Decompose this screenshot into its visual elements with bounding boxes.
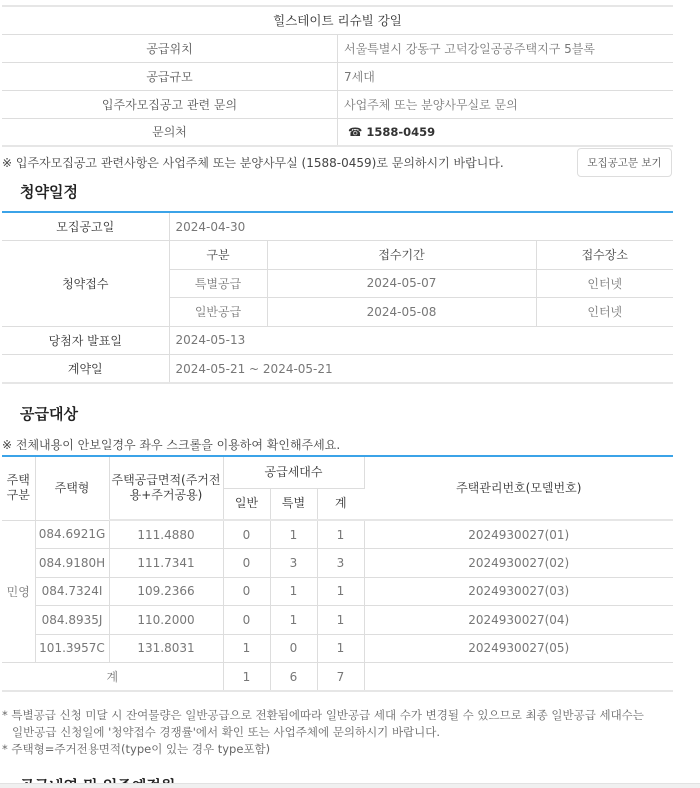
general-units: 0 — [223, 606, 270, 635]
house-type: 084.6921G — [35, 520, 109, 549]
schedule-title: 청약일정 — [20, 183, 78, 201]
receipt-period: 2024-05-07 — [267, 269, 536, 298]
info-row-scale — [2, 62, 673, 90]
special-units: 1 — [270, 577, 317, 606]
table-row — [2, 520, 673, 549]
table-row — [2, 549, 673, 578]
model-number: 2024930027(03) — [364, 577, 673, 606]
contract-label: 계약일 — [2, 355, 169, 384]
general-units: 0 — [223, 577, 270, 606]
complex-info-table — [2, 5, 673, 147]
complex-name: 힐스테이트 리슈빌 강일 — [2, 6, 673, 34]
receipt-header-period: 접수기간 — [267, 241, 536, 270]
special-units: 1 — [270, 520, 317, 549]
house-category: 민영 — [2, 520, 35, 663]
total-units: 1 — [317, 520, 364, 549]
receipt-place: 인터넷 — [536, 298, 673, 327]
total-units: 1 — [317, 606, 364, 635]
info-value: 7세대 — [338, 62, 674, 90]
area: 131.8031 — [109, 634, 223, 663]
area: 111.4880 — [109, 520, 223, 549]
total-units: 1 — [317, 634, 364, 663]
schedule-table — [2, 211, 673, 384]
footnotes — [2, 707, 644, 758]
area: 109.2366 — [109, 577, 223, 606]
total-special: 6 — [270, 663, 317, 692]
general-units: 0 — [223, 549, 270, 578]
total-label: 계 — [2, 663, 223, 692]
receipt-type: 일반공급 — [169, 298, 267, 327]
header-area: 주택공급면적(주거전용+주거공용) — [109, 456, 223, 520]
special-units: 1 — [270, 606, 317, 635]
info-label: 문의처 — [2, 118, 338, 146]
header-model-no: 주택관리번호(모델번호) — [364, 456, 673, 520]
supply-title: 공급대상 — [20, 405, 78, 423]
footnote-2: * 주택형=주거전용면적(type이 있는 경우 type포함) — [2, 742, 271, 756]
table-row — [2, 606, 673, 635]
footnote-1: * 특별공급 신청 미달 시 잔여물량은 일반공급으로 전환됨에따라 일반공급 세대 수가 변경될 수 있으므로 최종 일반공급 세대수는 — [2, 708, 644, 722]
general-units: 0 — [223, 520, 270, 549]
info-row-location — [2, 34, 673, 62]
general-units: 1 — [223, 634, 270, 663]
total-units: 1 — [317, 577, 364, 606]
header-house-type: 주택형 — [35, 456, 109, 520]
footnote-1-cont: 일반공급 신청일에 '청약접수 경쟁률'에서 확인 또는 사업주체에 문의하시기 바랍니다. — [12, 725, 441, 739]
announce-label: 모집공고일 — [2, 212, 169, 241]
info-label: 공급규모 — [2, 62, 338, 90]
header-house-category: 주택구분 — [2, 456, 35, 520]
model-number: 2024930027(05) — [364, 634, 673, 663]
info-label: 공급위치 — [2, 34, 338, 62]
contract-date: 2024-05-21 ~ 2024-05-21 — [169, 355, 673, 384]
special-units: 3 — [270, 549, 317, 578]
area: 110.2000 — [109, 606, 223, 635]
total-total: 7 — [317, 663, 364, 692]
receipt-period: 2024-05-08 — [267, 298, 536, 327]
total-units: 3 — [317, 549, 364, 578]
info-row-contact — [2, 118, 673, 146]
model-number: 2024930027(04) — [364, 606, 673, 635]
receipt-label: 청약접수 — [2, 241, 169, 327]
inquiry-notice: ※ 입주자모집공고 관련사항은 사업주체 또는 분양사무실 (1588-0459)로 문의하시기 바랍니다. — [2, 156, 504, 170]
winner-label: 당첨자 발표일 — [2, 326, 169, 355]
info-row-inquiry — [2, 90, 673, 118]
winner-date: 2024-05-13 — [169, 326, 673, 355]
phone-number: ☎ 1588-0459 — [338, 118, 674, 146]
header-general: 일반 — [223, 488, 270, 520]
house-type: 084.7324I — [35, 577, 109, 606]
receipt-header-type: 구분 — [169, 241, 267, 270]
announce-date: 2024-04-30 — [169, 212, 673, 241]
info-label: 입주자모집공고 관련 문의 — [2, 90, 338, 118]
area: 111.7341 — [109, 549, 223, 578]
house-type: 084.9180H — [35, 549, 109, 578]
header-special: 특별 — [270, 488, 317, 520]
table-row — [2, 577, 673, 606]
receipt-header-place: 접수장소 — [536, 241, 673, 270]
total-model-blank — [364, 663, 673, 692]
table-row — [2, 634, 673, 663]
special-units: 0 — [270, 634, 317, 663]
scroll-notice: ※ 전체내용이 안보일경우 좌우 스크롤을 이용하여 확인해주세요. — [2, 438, 341, 452]
total-general: 1 — [223, 663, 270, 692]
total-row — [2, 663, 673, 692]
house-type: 084.8935J — [35, 606, 109, 635]
supply-table — [2, 455, 673, 692]
header-total: 계 — [317, 488, 364, 520]
receipt-type: 특별공급 — [169, 269, 267, 298]
house-type: 101.3957C — [35, 634, 109, 663]
model-number: 2024930027(01) — [364, 520, 673, 549]
receipt-place: 인터넷 — [536, 269, 673, 298]
header-units: 공급세대수 — [223, 456, 364, 488]
view-announcement-button[interactable]: 모집공고문 보기 — [577, 148, 672, 177]
horizontal-scrollbar[interactable] — [0, 783, 700, 788]
info-value: 사업주체 또는 분양사무실로 문의 — [338, 90, 674, 118]
model-number: 2024930027(02) — [364, 549, 673, 578]
info-value: 서울특별시 강동구 고덕강일공공주택지구 5블록 — [338, 34, 674, 62]
